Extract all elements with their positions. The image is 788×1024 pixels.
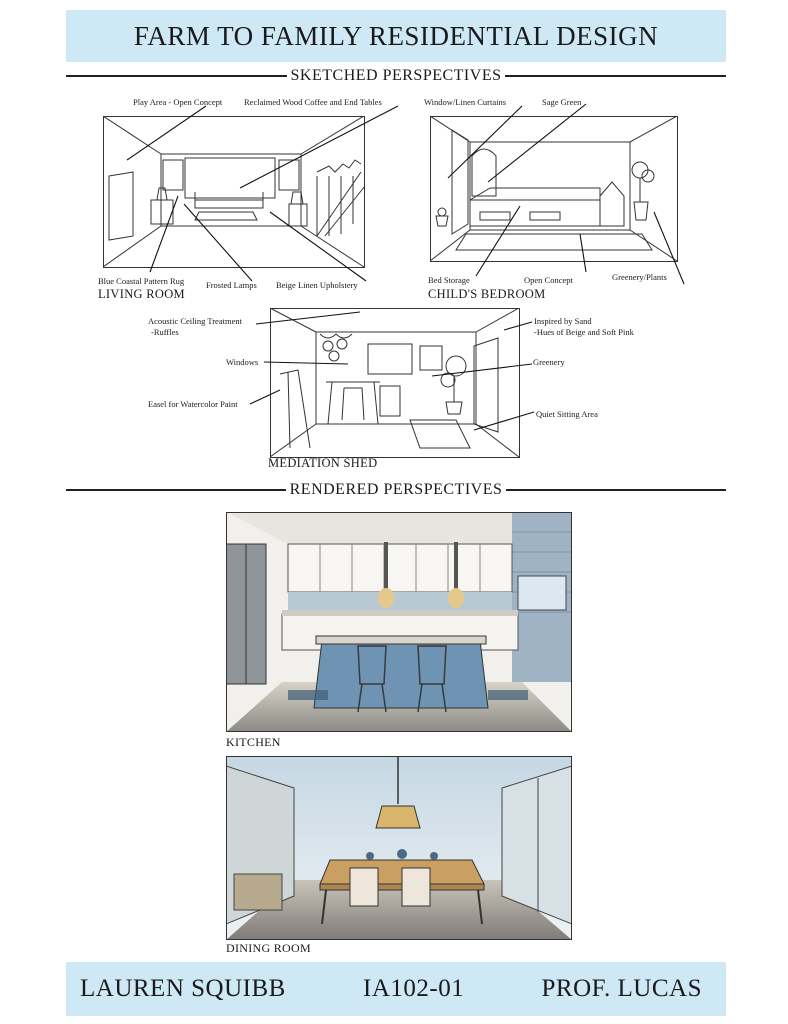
section-label-rendered: RENDERED PERSPECTIVES xyxy=(289,481,503,498)
annotation-ceiling-ruffles: -Ruffles xyxy=(151,327,179,337)
annotation-greenery-plants: Greenery/Plants xyxy=(612,272,667,282)
footer-banner xyxy=(66,962,726,1016)
annotation-curtains: Window/Linen Curtains xyxy=(424,97,507,107)
annotation-greenery: Greenery xyxy=(533,357,565,367)
kitchen-label: KITCHEN xyxy=(226,735,281,749)
annotation-rug: Blue Coastal Pattern Rug xyxy=(98,276,185,286)
annotation-sand-hues: -Hues of Beige and Soft Pink xyxy=(534,327,634,337)
annotation-sage: Sage Green xyxy=(542,97,582,107)
dining-room-label: DINING ROOM xyxy=(226,941,311,955)
rule-line xyxy=(66,489,286,491)
section-label-sketched: SKETCHED PERSPECTIVES xyxy=(290,67,502,84)
annotation-play-area: Play Area - Open Concept xyxy=(133,97,223,107)
annotation-reclaimed-wood: Reclaimed Wood Coffee and End Tables xyxy=(244,97,382,107)
annotation-windows: Windows xyxy=(226,357,259,367)
course-code: IA102-01 xyxy=(363,975,465,1002)
annotation-open-concept: Open Concept xyxy=(524,275,573,285)
annotation-bed-storage: Bed Storage xyxy=(428,275,470,285)
rule-line xyxy=(506,489,726,491)
annotation-lamps: Frosted Lamps xyxy=(206,280,257,290)
author-name: LAUREN SQUIBB xyxy=(80,975,286,1002)
living-room-label: LIVING ROOM xyxy=(98,287,185,301)
annotation-easel: Easel for Watercolor Paint xyxy=(148,399,238,409)
annotation-sitting-area: Quiet Sitting Area xyxy=(536,409,598,419)
kitchen-rendering xyxy=(226,512,572,732)
annotation-ceiling-treatment: Acoustic Ceiling Treatment xyxy=(148,316,242,326)
professor-name: PROF. LUCAS xyxy=(541,975,702,1002)
annotation-inspired-sand: Inspired by Sand xyxy=(534,316,592,326)
childs-bedroom-label: CHILD'S BEDROOM xyxy=(428,287,546,301)
annotation-upholstery: Beige Linen Upholstery xyxy=(276,280,358,290)
section-header-rendered xyxy=(66,483,726,497)
page-title: FARM TO FAMILY RESIDENTIAL DESIGN xyxy=(133,20,659,51)
mediation-shed-label: MEDIATION SHED xyxy=(268,456,378,470)
dining-room-rendering xyxy=(226,756,572,940)
